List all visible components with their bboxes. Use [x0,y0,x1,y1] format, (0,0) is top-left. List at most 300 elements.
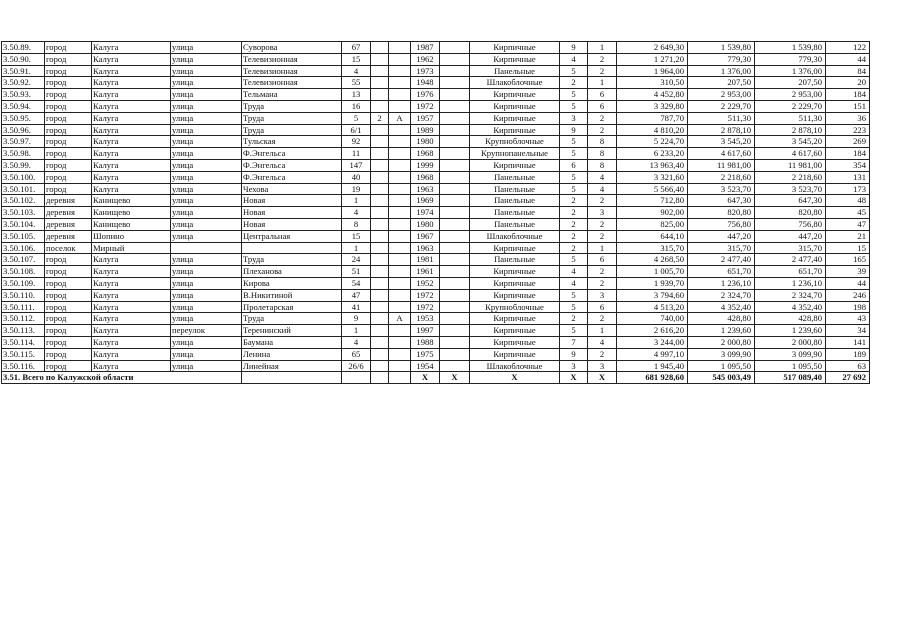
cell-item-number: 3.50.90. [2,53,45,65]
cell-item-number: 3.50.89. [2,42,45,54]
cell-floors: 5 [560,325,588,337]
cell-item-number: 3.50.115. [2,348,45,360]
cell-reserved [440,301,470,313]
cell-total-area: 740,00 [617,313,688,325]
cell-build-year: 1957 [411,112,440,124]
cell-residents: 20 [826,77,870,89]
cell-total-area: 1 939,70 [617,277,688,289]
cell-settlement-name: Канищево [92,218,171,230]
cell-living-area: 651,70 [688,266,755,278]
cell-block [371,277,389,289]
cell-build-year: 1963 [411,183,440,195]
cell-total-area: 3 794,60 [617,289,688,301]
cell-floors: 2 [560,218,588,230]
cell-floors: 7 [560,336,588,348]
cell-house-number: 47 [342,289,371,301]
cell-living-area-2: 2 218,60 [755,171,826,183]
cell-street-name: Теренинский [242,325,342,337]
cell-house-number: 55 [342,77,371,89]
cell-living-area-2: 1 236,10 [755,277,826,289]
cell-letter [389,171,411,183]
cell-letter [389,218,411,230]
cell-reserved [440,254,470,266]
cell-total-area: 5 224,70 [617,136,688,148]
table-row [2,89,870,101]
cell-letter [389,124,411,136]
cell-total-area: 13 963,40 [617,159,688,171]
cell-build-year: 1963 [411,242,440,254]
cell-build-year: 1980 [411,218,440,230]
cell-settlement-name: Калуга [92,89,171,101]
cell-letter [389,277,411,289]
cell-item-number: 3.50.93. [2,89,45,101]
cell-item-number: 3.50.111. [2,301,45,313]
cell-living-area-2: 1 095,50 [755,360,826,372]
cell-entrances: 8 [588,136,617,148]
cell-item-number: 3.50.113. [2,325,45,337]
cell-residents: 15 [826,242,870,254]
cell-street-name: Тульская [242,136,342,148]
cell-settlement-type: город [45,100,92,112]
total-empty [242,372,342,384]
cell-block [371,42,389,54]
cell-wall-material: Панельные [470,218,560,230]
cell-street-type: улица [171,42,242,54]
cell-settlement-name: Шопино [92,230,171,242]
cell-build-year: 1962 [411,53,440,65]
cell-floors: 5 [560,171,588,183]
cell-house-number: 13 [342,89,371,101]
cell-street-name: Ленина [242,348,342,360]
cell-settlement-type: город [45,277,92,289]
cell-street-type: улица [171,136,242,148]
cell-residents: 44 [826,277,870,289]
cell-street-name: Телевизионная [242,53,342,65]
cell-living-area-2: 3 523,70 [755,183,826,195]
cell-letter [389,159,411,171]
cell-street-type: улица [171,124,242,136]
cell-wall-material: Крупноблочные [470,136,560,148]
cell-build-year: 1997 [411,325,440,337]
cell-settlement-name: Калуга [92,266,171,278]
cell-wall-material: Крупноблочные [470,301,560,313]
cell-floors: 3 [560,360,588,372]
cell-total-area: 644,10 [617,230,688,242]
cell-build-year: 1953 [411,313,440,325]
cell-street-type: улица [171,277,242,289]
cell-living-area-2: 428,80 [755,313,826,325]
cell-settlement-name: Калуга [92,301,171,313]
cell-residents: 44 [826,53,870,65]
cell-block [371,100,389,112]
cell-living-area-2: 2 477,40 [755,254,826,266]
cell-build-year: 1981 [411,254,440,266]
cell-settlement-type: деревня [45,230,92,242]
cell-residents: 34 [826,325,870,337]
cell-living-area-2: 651,70 [755,266,826,278]
cell-item-number: 3.50.101. [2,183,45,195]
cell-settlement-name: Калуга [92,112,171,124]
cell-floors: 5 [560,148,588,160]
total-row [2,372,870,384]
cell-residents: 48 [826,195,870,207]
cell-wall-material: Шлакоблочные [470,360,560,372]
cell-entrances: 4 [588,183,617,195]
total-empty [371,372,389,384]
cell-street-type: улица [171,301,242,313]
cell-wall-material: Кирпичные [470,100,560,112]
cell-living-area: 2 218,60 [688,171,755,183]
cell-item-number: 3.50.112. [2,313,45,325]
cell-wall-material: Кирпичные [470,159,560,171]
cell-house-number: 4 [342,65,371,77]
cell-letter [389,89,411,101]
cell-street-type: улица [171,148,242,160]
cell-living-area: 2 878,10 [688,124,755,136]
total-empty [342,372,371,384]
table-row [2,195,870,207]
cell-street-name: Пролетарская [242,301,342,313]
cell-wall-material: Шлакоблочные [470,77,560,89]
cell-living-area-2: 2 229,70 [755,100,826,112]
cell-reserved [440,266,470,278]
cell-build-year: 1948 [411,77,440,89]
cell-entrances: 1 [588,325,617,337]
cell-floors: 9 [560,348,588,360]
cell-street-type: улица [171,289,242,301]
cell-settlement-type: деревня [45,207,92,219]
cell-total-area: 1 005,70 [617,266,688,278]
cell-floors: 4 [560,266,588,278]
cell-floors: 5 [560,254,588,266]
cell-settlement-type: город [45,124,92,136]
cell-entrances: 2 [588,195,617,207]
cell-floors: 9 [560,42,588,54]
cell-living-area-2: 647,30 [755,195,826,207]
cell-block [371,218,389,230]
cell-settlement-name: Калуга [92,65,171,77]
cell-residents: 246 [826,289,870,301]
cell-living-area: 1 376,00 [688,65,755,77]
cell-reserved [440,148,470,160]
cell-living-area: 447,20 [688,230,755,242]
cell-living-area: 3 523,70 [688,183,755,195]
cell-wall-material: Кирпичные [470,277,560,289]
cell-street-name: Чехова [242,183,342,195]
cell-settlement-type: город [45,360,92,372]
cell-house-number: 8 [342,218,371,230]
cell-reserved [440,360,470,372]
cell-living-area-2: 820,80 [755,207,826,219]
cell-street-name: Новая [242,218,342,230]
cell-block [371,136,389,148]
cell-letter [389,65,411,77]
table-row [2,289,870,301]
cell-street-name: Труда [242,313,342,325]
cell-street-name: Телевизионная [242,77,342,89]
cell-floors: 5 [560,100,588,112]
cell-wall-material: Кирпичные [470,325,560,337]
cell-street-name: Тельмана [242,89,342,101]
cell-wall-material: Шлакоблочные [470,230,560,242]
cell-total-area: 4 810,20 [617,124,688,136]
cell-floors: 2 [560,242,588,254]
cell-entrances: 2 [588,218,617,230]
cell-settlement-type: деревня [45,218,92,230]
table-row [2,325,870,337]
cell-reserved [440,207,470,219]
cell-settlement-type: город [45,336,92,348]
cell-living-area: 428,80 [688,313,755,325]
cell-block [371,313,389,325]
cell-total-area: 1 271,20 [617,53,688,65]
table-row [2,254,870,266]
total-residents: 27 692 [826,372,870,384]
cell-street-name: Кирова [242,277,342,289]
cell-residents: 223 [826,124,870,136]
cell-settlement-name: Калуга [92,325,171,337]
cell-entrances: 6 [588,100,617,112]
cell-street-type: улица [171,195,242,207]
cell-wall-material: Панельные [470,183,560,195]
cell-block [371,360,389,372]
cell-settlement-name: Калуга [92,124,171,136]
cell-settlement-type: деревня [45,195,92,207]
cell-settlement-type: город [45,171,92,183]
cell-entrances: 3 [588,207,617,219]
cell-letter [389,301,411,313]
cell-residents: 184 [826,148,870,160]
cell-build-year: 1952 [411,277,440,289]
cell-settlement-type: город [45,301,92,313]
total-living-area: 545 003,49 [688,372,755,384]
cell-street-name: Центральная [242,230,342,242]
cell-item-number: 3.50.105. [2,230,45,242]
cell-reserved [440,112,470,124]
cell-wall-material: Панельные [470,254,560,266]
cell-block [371,124,389,136]
cell-settlement-type: город [45,159,92,171]
cell-block [371,53,389,65]
table-row [2,230,870,242]
cell-settlement-name: Канищево [92,195,171,207]
cell-living-area-2: 2 324,70 [755,289,826,301]
cell-build-year: 1974 [411,207,440,219]
cell-block [371,207,389,219]
cell-residents: 141 [826,336,870,348]
cell-item-number: 3.50.107. [2,254,45,266]
cell-floors: 2 [560,230,588,242]
cell-living-area-2: 2 000,80 [755,336,826,348]
cell-living-area: 2 000,80 [688,336,755,348]
cell-block [371,336,389,348]
cell-build-year: 1954 [411,360,440,372]
cell-wall-material: Кирпичные [470,124,560,136]
cell-settlement-type: город [45,325,92,337]
cell-reserved [440,171,470,183]
table-row [2,242,870,254]
cell-street-type: улица [171,53,242,65]
cell-living-area: 1 239,60 [688,325,755,337]
cell-living-area-2: 11 981,00 [755,159,826,171]
cell-living-area-2: 779,30 [755,53,826,65]
cell-reserved [440,230,470,242]
table-row [2,207,870,219]
cell-street-type: улица [171,159,242,171]
cell-street-name: Ф.Энгельса [242,171,342,183]
cell-living-area: 1 539,80 [688,42,755,54]
cell-house-number: 147 [342,159,371,171]
table-row [2,218,870,230]
cell-letter [389,136,411,148]
cell-item-number: 3.50.103. [2,207,45,219]
cell-living-area: 511,30 [688,112,755,124]
cell-total-area: 1 964,00 [617,65,688,77]
cell-letter [389,242,411,254]
cell-entrances: 1 [588,77,617,89]
cell-living-area-2: 1 539,80 [755,42,826,54]
cell-total-area: 5 566,40 [617,183,688,195]
cell-build-year: 1969 [411,195,440,207]
cell-wall-material: Крупнопанельные [470,148,560,160]
cell-reserved [440,336,470,348]
cell-item-number: 3.50.104. [2,218,45,230]
cell-settlement-name: Калуга [92,53,171,65]
cell-street-type: улица [171,112,242,124]
cell-block [371,325,389,337]
cell-settlement-name: Калуга [92,171,171,183]
cell-living-area: 779,30 [688,53,755,65]
cell-block [371,195,389,207]
cell-living-area-2: 207,50 [755,77,826,89]
cell-letter: А [389,313,411,325]
cell-street-name: Телевизионная [242,65,342,77]
table-row [2,301,870,313]
cell-item-number: 3.50.100. [2,171,45,183]
cell-wall-material: Кирпичные [470,112,560,124]
cell-item-number: 3.50.116. [2,360,45,372]
cell-house-number: 15 [342,53,371,65]
cell-floors: 5 [560,89,588,101]
cell-build-year: 1973 [411,65,440,77]
cell-entrances: 2 [588,65,617,77]
cell-build-year: 1976 [411,89,440,101]
cell-entrances: 6 [588,89,617,101]
cell-settlement-type: город [45,266,92,278]
cell-entrances: 6 [588,254,617,266]
cell-living-area: 315,70 [688,242,755,254]
cell-reserved [440,195,470,207]
cell-house-number: 92 [342,136,371,148]
cell-street-type [171,242,242,254]
cell-entrances: 1 [588,42,617,54]
cell-settlement-name: Калуга [92,360,171,372]
cell-entrances: 3 [588,289,617,301]
cell-residents: 63 [826,360,870,372]
cell-total-area: 4 452,80 [617,89,688,101]
cell-settlement-name: Канищево [92,207,171,219]
cell-street-name: Новая [242,195,342,207]
cell-total-area: 310,50 [617,77,688,89]
cell-settlement-name: Мирный [92,242,171,254]
cell-item-number: 3.50.94. [2,100,45,112]
cell-floors: 6 [560,159,588,171]
cell-street-type: улица [171,171,242,183]
cell-street-type: улица [171,360,242,372]
cell-residents: 354 [826,159,870,171]
cell-street-type: улица [171,218,242,230]
cell-floors: 2 [560,207,588,219]
total-label: 3.51. Всего по Калужской области [2,372,242,384]
cell-entrances: 4 [588,336,617,348]
total-mark: X [411,372,440,384]
cell-street-type: улица [171,313,242,325]
cell-settlement-type: город [45,89,92,101]
cell-build-year: 1999 [411,159,440,171]
cell-entrances: 1 [588,242,617,254]
cell-street-type: улица [171,89,242,101]
cell-reserved [440,77,470,89]
cell-item-number: 3.50.114. [2,336,45,348]
table-row [2,360,870,372]
cell-settlement-type: город [45,77,92,89]
cell-residents: 269 [826,136,870,148]
cell-reserved [440,289,470,301]
cell-settlement-name: Калуга [92,100,171,112]
cell-street-name: Ф.Энгельса [242,159,342,171]
cell-build-year: 1972 [411,289,440,301]
cell-block [371,89,389,101]
cell-wall-material: Кирпичные [470,313,560,325]
cell-residents: 21 [826,230,870,242]
cell-letter [389,100,411,112]
cell-living-area: 756,80 [688,218,755,230]
cell-block [371,266,389,278]
cell-living-area: 1 095,50 [688,360,755,372]
cell-living-area: 2 324,70 [688,289,755,301]
cell-block [371,301,389,313]
cell-item-number: 3.50.95. [2,112,45,124]
table-row [2,148,870,160]
cell-living-area: 647,30 [688,195,755,207]
cell-street-type: улица [171,336,242,348]
cell-street-name: Ф.Энгельса [242,148,342,160]
cell-street-name: Труда [242,254,342,266]
cell-letter [389,183,411,195]
cell-entrances: 8 [588,159,617,171]
cell-build-year: 1988 [411,336,440,348]
cell-block [371,65,389,77]
cell-total-area: 4 997,10 [617,348,688,360]
table-row [2,65,870,77]
cell-letter [389,207,411,219]
table-row [2,171,870,183]
cell-house-number: 54 [342,277,371,289]
cell-floors: 9 [560,124,588,136]
cell-entrances: 4 [588,171,617,183]
cell-settlement-type: поселок [45,242,92,254]
cell-letter [389,289,411,301]
cell-living-area: 1 236,10 [688,277,755,289]
cell-house-number: 16 [342,100,371,112]
cell-reserved [440,348,470,360]
cell-total-area: 2 616,20 [617,325,688,337]
cell-house-number: 5 [342,112,371,124]
cell-letter [389,42,411,54]
cell-entrances: 2 [588,277,617,289]
cell-house-number: 40 [342,171,371,183]
cell-block [371,77,389,89]
